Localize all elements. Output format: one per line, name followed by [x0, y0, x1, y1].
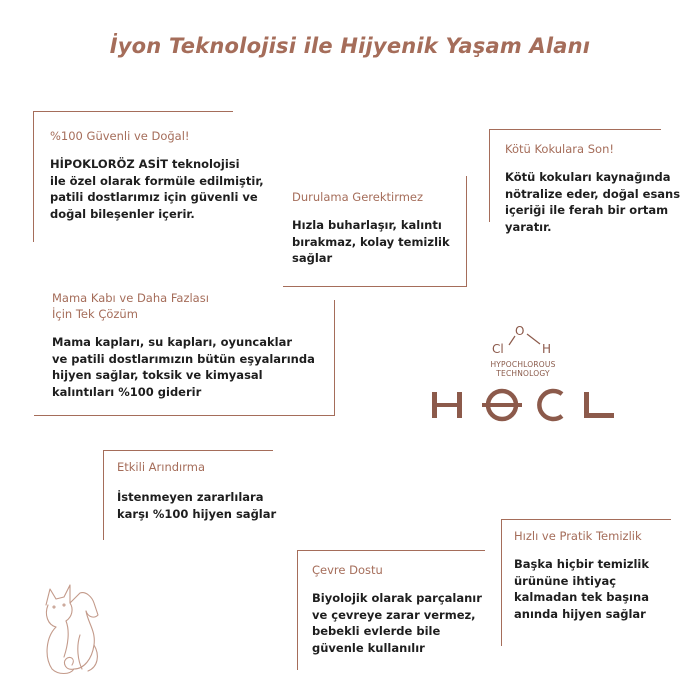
- card-odor: [505, 141, 685, 235]
- molecule-icon: [478, 322, 568, 358]
- card-eco: [312, 562, 502, 656]
- card-eco-body: Biyolojik olarak parçalanır ve çevreye zarar vermez, bebekli evlerde bile güvenle kullanılır: [312, 591, 482, 655]
- card-odor-top-line: [489, 129, 661, 130]
- card-rinse-right-line: [466, 176, 467, 286]
- card-clean-left-line: [103, 450, 104, 540]
- card-rinse: [292, 189, 462, 267]
- card-eco-top-line: [297, 550, 485, 551]
- card-fast-heading: Hızlı ve Pratik Temizlik: [514, 529, 642, 543]
- card-eco-left-line: [297, 550, 298, 670]
- card-safe: [50, 128, 280, 222]
- logo-formula-h: H: [542, 342, 552, 356]
- card-rinse-body: Hızla buharlaşır, kalıntı bırakmaz, kolay temizlik sağlar: [292, 218, 450, 265]
- card-bowl-heading: Mama Kabı ve Daha Fazlası İçin Tek Çözüm: [52, 291, 209, 321]
- card-safe-top-line: [33, 111, 233, 112]
- logo-subtitle: HYPOCHLOROUS TECHNOLOGY: [490, 360, 556, 378]
- card-clean-top-line: [103, 450, 273, 451]
- card-bowl: [52, 290, 334, 400]
- card-safe-left-line: [33, 111, 34, 242]
- card-odor-heading: Kötü Kokulara Son!: [505, 142, 614, 156]
- card-bowl-right-line: [334, 300, 335, 416]
- card-safe-body: HİPOKLORÖZ ASİT teknolojisi ile özel olarak formüle edilmiştir, patili dostlarımız için güvenli ve doğal bileşenler içerir.: [50, 157, 264, 221]
- logo-formula-cl: Cl: [492, 342, 504, 356]
- card-odor-left-line: [489, 129, 490, 222]
- card-rinse-heading: Durulama Gerektirmez: [292, 190, 424, 204]
- card-rinse-bottom-line: [283, 286, 467, 287]
- card-clean-body: İstenmeyen zararlılara karşı %100 hijyen sağlar: [117, 490, 277, 521]
- card-eco-heading: Çevre Dostu: [312, 563, 383, 577]
- card-clean-heading: Etkili Arındırma: [117, 460, 206, 474]
- card-bowl-bottom-line: [34, 415, 335, 416]
- card-fast: [514, 528, 689, 622]
- card-odor-body: Kötü kokuları kaynağında nötralize eder, doğal esans içeriği ile ferah bir ortam yaratır.: [505, 170, 681, 234]
- card-clean: [117, 459, 307, 522]
- card-safe-heading: %100 Güvenli ve Doğal!: [50, 129, 190, 143]
- card-fast-top-line: [501, 519, 671, 520]
- hocl-logo: [430, 386, 620, 426]
- card-fast-body: Başka hiçbir temizlik ürününe ihtiyaç kalmadan tek başına anında hijyen sağlar: [514, 557, 650, 621]
- logo-formula-o: O: [515, 324, 525, 338]
- cat-and-dog-line-icon: [36, 575, 106, 680]
- card-bowl-body: Mama kapları, su kapları, oyuncaklar ve patili dostlarımızın bütün eşyalarında hijyen sağlar, toksik ve kimyasal kalıntıları %100 giderir: [52, 335, 315, 399]
- page-title: İyon Teknolojisi ile Hijyenik Yaşam Alanı: [109, 34, 591, 58]
